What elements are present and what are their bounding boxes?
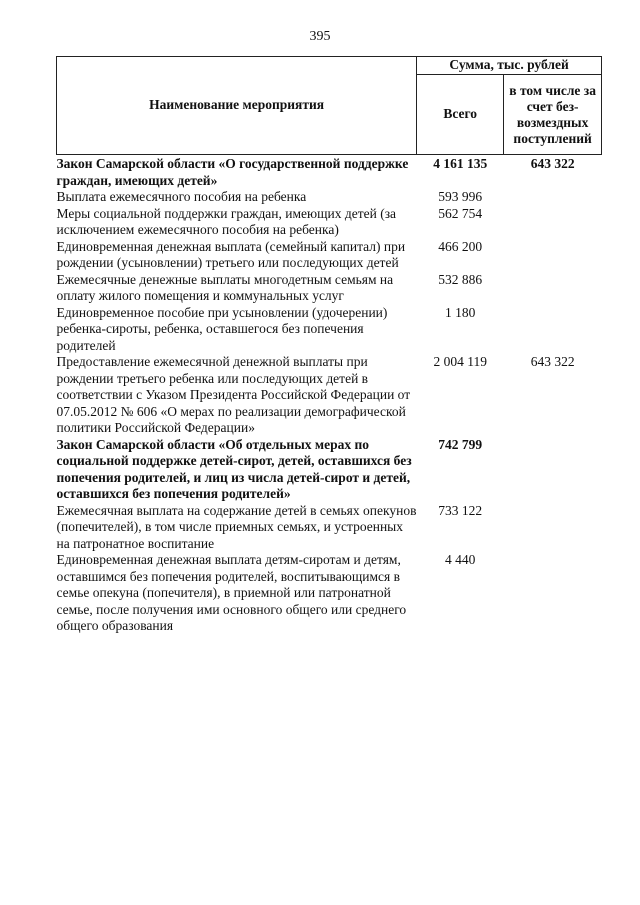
row-total: 733 122 xyxy=(438,502,483,518)
row-name: Меры социальной поддержки граждан, имеющих детей (за исключением ежемесячного пособия на ребенка) xyxy=(56,205,397,237)
table-body xyxy=(57,155,602,635)
row-total: 742 799 xyxy=(438,436,483,452)
row-total: 4 161 135 xyxy=(433,156,488,171)
row-incl xyxy=(504,189,602,206)
row-name: Ежемесячная выплата на содержание детей в семьях опекунов (попечителей), в том числе приемных семьях, и устроенных на патронатное воспитание xyxy=(56,502,417,551)
row-total: 466 200 xyxy=(438,238,483,254)
row-name: Ежемесячные денежные выплаты многодетным семьям на оплату жилого помещения и коммунальных услуг xyxy=(56,271,394,303)
row-name: Единовременная денежная выплата детям-сиротам и детям, оставшимся без попечения родителей, воспитывающимся в семье опекуна (попечителя), в приемной или патронатной семье, после получения ими основного общего или среднего общего образования xyxy=(56,552,407,633)
table-row xyxy=(57,189,602,206)
row-incl xyxy=(504,305,602,355)
row-total: 4 440 xyxy=(445,552,476,567)
row-incl xyxy=(504,272,602,305)
row-incl xyxy=(504,206,602,239)
table-row xyxy=(57,503,602,553)
row-name: Закон Самарской области «О государственной поддержке граждан, имеющих детей» xyxy=(56,156,409,188)
table-row xyxy=(57,155,602,190)
table-row xyxy=(57,239,602,272)
table-row xyxy=(57,305,602,355)
table-row xyxy=(57,354,602,437)
table-row xyxy=(57,272,602,305)
table-row xyxy=(57,552,602,635)
row-name: Выплата ежемесячного пособия на ребенка xyxy=(56,189,307,204)
row-total: 562 754 xyxy=(438,205,483,221)
table-row xyxy=(57,437,602,503)
header-incl: в том числе за счет без-возмездных поступлений xyxy=(504,75,602,155)
row-incl xyxy=(504,437,602,503)
row-total: 1 180 xyxy=(445,304,476,320)
row-incl xyxy=(504,503,602,553)
row-incl xyxy=(504,239,602,272)
header-name: Наименование мероприятия xyxy=(57,57,417,155)
table-row xyxy=(57,206,602,239)
row-incl: 643 322 xyxy=(530,354,575,369)
row-incl: 643 322 xyxy=(530,156,575,171)
row-name: Единовременная денежная выплата (семейный капитал) при рождении (усыновлении) третьего или последующих детей xyxy=(56,238,406,270)
header-total: Всего xyxy=(417,75,504,155)
row-name: Единовременное пособие при усыновлении (удочерении) ребенка-сироты, ребенка, оставшегося без попечения родителей xyxy=(56,304,388,353)
row-total: 593 996 xyxy=(438,189,483,204)
page-number: 395 xyxy=(309,29,331,44)
row-total: 2 004 119 xyxy=(433,354,487,369)
row-total: 532 886 xyxy=(438,271,483,287)
row-incl xyxy=(504,552,602,635)
row-name: Закон Самарской области «Об отдельных мерах по социальной поддержке детей-сирот, детей, оставшихся без попечения родителей, и лиц из числа детей-сирот и детей, оставшихся без попечения родителей» xyxy=(56,436,412,501)
header-sum-group: Сумма, тыс. рублей xyxy=(417,57,602,75)
budget-table xyxy=(56,56,602,635)
row-name: Предоставление ежемесячной денежной выплаты при рождении третьего ребенка или последующих детей в соответствии с Указом Президента Российской Федерации от 07.05.2012 № 606 «О мерах по реализации демографической политики Российской Федерации» xyxy=(56,354,411,435)
